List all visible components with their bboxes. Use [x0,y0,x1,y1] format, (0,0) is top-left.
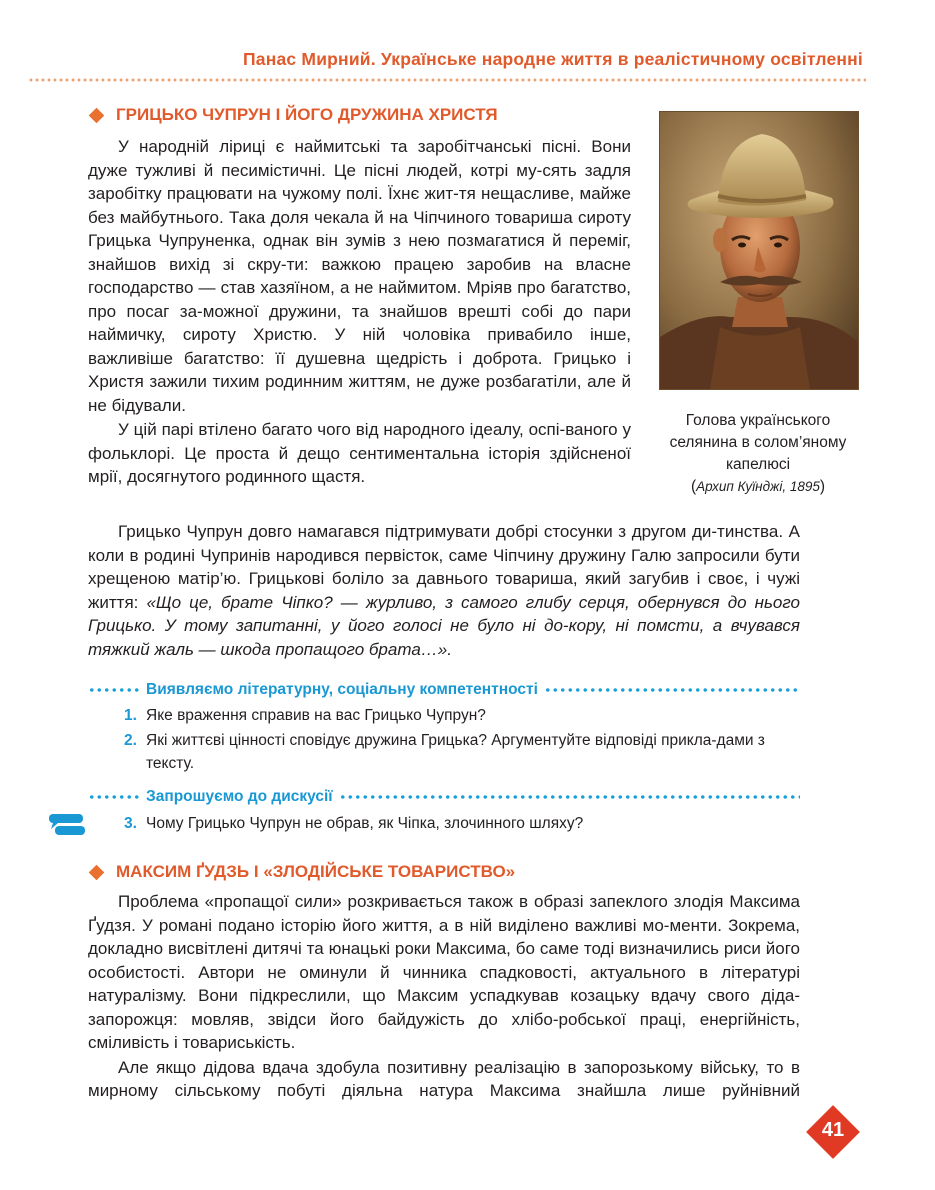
paragraph: У цій парі втілено багато чого від народного ідеалу, оспі-ваного у фольклорі. Це проста й дещо сентиментальна історія здійсненої мрії, досягнутого родинного щастя. [88,420,631,486]
section1-text-column [88,135,631,489]
diamond-icon [89,864,105,880]
diamond-icon [89,107,105,123]
portrait-painting [659,111,859,390]
dots-left [88,680,140,700]
credit-paren-open: ( [690,478,697,495]
paragraph-plain: Грицько Чупрун довго намагався підтримувати добрі стосунки з другом ди-тинства. А коли в родині Чупринів народився первісток, саме Чіпчину дружину Галю запросили бути хрещеною матір’ю. Грицькові боліло за давнього товариша, який загубив і своє, і чужі життя: [88,522,800,612]
question-1 [124,704,802,727]
section-title-text: ГРИЦЬКО ЧУПРУН І ЙОГО ДРУЖИНА ХРИСТЯ [116,105,498,124]
header-dotted-rule [28,77,866,83]
speech-bubble-icon [47,812,87,840]
question-text: Чому Грицько Чупрун не обрав, як Чіпка, злочинного шляху? [146,815,584,832]
task-heading-discussion [88,787,800,807]
paragraph: У народній ліриці є наймитські та заробітчанські пісні. Вони дуже тужливі й песимістичні. Це пісні людей, котрі му-сять задля заробітку працювати на чужому полі. Їхнє жит-тя нещасливе, майже без майбутнього. Така доля чекала й на Чіпчиного товариша сироту Грицька Чупруненка, однак він зумів з нею позмагатися й переміг, знайшов вихід зі скру-ти: важкою працею заробив на власне господарство — став хазяїном, а не наймитом. Мріяв про багатство, про посаг за-можної дружини, та знайшов врешті собі до пари наймичку, сироту Христю. У ній чоловіка привабило інше, важливіше багатство: її душевна щедрість і доброта. Грицько і Христя зажили тихим родинним життям, не дуже розбагатіли, але й не бідували. [88,137,631,415]
caption-text: Голова українського селянина в солом’яному капелюсі [669,412,847,473]
question-3 [124,812,802,835]
peasant-portrait-image [660,112,858,389]
section2-text [88,890,800,1103]
section-title-text: МАКСИМ ҐУДЗЬ І «ЗЛОДІЙСЬКЕ ТОВАРИСТВО» [116,862,516,881]
dots-left [88,787,140,807]
page-number: 41 [821,1119,845,1141]
task-heading-label: Виявляємо літературну, соціальну компетентності [146,681,538,698]
paragraph [88,520,800,661]
running-head: Панас Мирний. Українське народне життя в реалістичному освітленні [243,49,863,69]
question-number: 2. [124,732,137,749]
section1-fullwidth-text [88,520,800,661]
section-title-hrytsko [88,105,498,125]
dots-right [339,787,800,807]
credit-paren-close: ) [819,478,826,495]
caption-credit-line [652,476,864,498]
question-2 [124,729,802,775]
figure-caption [652,410,864,498]
caption-credit: Архип Куїнджі, 1895 [696,479,820,494]
task-heading-label: Запрошуємо до дискусії [146,788,333,805]
question-number: 3. [124,815,137,832]
question-text: Які життєві цінності сповідує дружина Грицька? Аргументуйте відповіді прикла-дами з тексту. [146,732,765,772]
question-text: Яке враження справив на вас Грицько Чупрун? [146,707,486,724]
quote-italic: «Що це, брате Чіпко? — журливо, з самого глибу серця, обернувся до нього Грицько. У тому запитанні, у його голосі не було ні до-кору, ні помсти, а вчувався тяжкий жаль — шкода пропащого брата…». [88,592,801,659]
question-number: 1. [124,707,137,724]
page-number-badge [807,1106,859,1158]
paragraph: Проблема «пропащої сили» розкривається також в образі запеклого злодія Максима Ґудзя. У романі подано історію його життя, а в ній виділено важливі мо-менти. Зокрема, докладно висвітлені дитячі та юнацькі роки Максима, бо саме тоді визначились риси його особистості. Автори не оминули й чинника спадковості, актуального в літературі натуралізму. Вони підкреслили, що Максим успадкував козацьку вдачу свого діда-запорожця: мовляв, звідси його байдужість до хлібо-робської праці, енергійність, сміливість і товариськість. [88,892,800,1052]
paragraph: Але якщо дідова вдача здобула позитивну реалізацію в запорозькому війську, то в мирному сільському побуті діяльна натура Максима знайшла лише руйнівний [88,1057,800,1100]
dots-right [544,680,800,700]
section-title-maksym [88,862,515,882]
task-heading-competencies [88,680,800,700]
